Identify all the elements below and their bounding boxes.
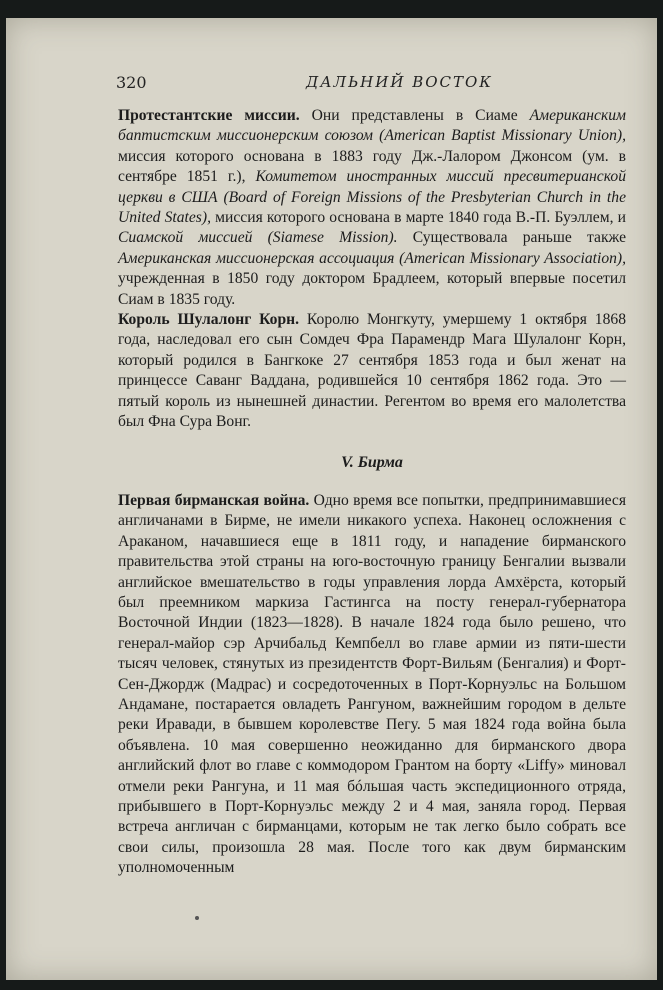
paragraph-lead: Король Шулалонг Корн. [118,311,300,329]
paragraph-burmese-war [118,491,626,879]
text-run: Они представлены в Сиаме [299,107,530,124]
paragraph-lead: Первая бирманская война. [118,491,310,509]
paragraph-king [118,310,626,432]
text-run: Королю Монгкуту, умершему 1 октября 1868 года, наследовал его сын Сомдеч Фра Парамендр Мага Шулалонг Корн, который родился в Бангкоке 27 сентября 1853 года и был женат на принцессе Саванг Ваддана, родившейся 10 сентября 1862 года. Это — пятый король из нынешней династии. Регентом во время его малолетства был Фна Сура Вонг. [118,311,626,431]
page-number: 320 [116,73,147,92]
italic-run: Комитетом иностранных миссий пресвитерианской церкви в США (Board of Foreign Missions of the Presbyterian Church in the United States), [118,168,626,227]
main-text [118,106,626,879]
print-speck [195,916,199,920]
italic-run: Американская миссионерская ассоциация (American Missionary Association), [118,249,626,267]
running-title: ДАЛЬНИЙ ВОСТОК [306,73,493,91]
page-header [116,73,636,99]
text-run: Одно время все попытки, предпринимавшиеся англичанами в Бирме, не имели никакого успеха. Наконец осложнения с Араканом, начавшиеся еще в 1811 году, и нападение бирманского правительства этой страны на юго-восточную границу Бенгалии вызвали английское вмешательство в годы управления лорда Амхёрста, который был преемником маркиза Гастингса на посту генерал-губернатора Восточной Индии (1823—1828). В начале 1824 года было решено, что генерал-майор сэр Арчибальд Кемпбелл во главе армии из пяти-шести тысяч человек, стянутых из президентств Форт-Вильям (Бенгалия) и Форт-Сен-Джордж (Мадрас) и сосредоточенных в Порт-Корнуэльс на Большом Андамане, постарается овладеть Рангуном, важнейшим городом в дельте реки Иравади, в бывшем королевстве Пегу. 5 мая 1824 года война была объявлена. 10 мая совершенно неожиданно для бирманского двора английский флот во главе с коммодором Грантом на борту «Liffy» миновал отмели реки Рангуна, и 11 мая бóльшая часть экспедиционного отряда, прибывшего в Порт-Корнуэльс между 2 и 4 мая, заняла город. Первая встреча англичан с бирманцами, которым не так легко было собрать все свои силы, произошла 28 мая. После того как двум бирманским уполномоченным [118,491,627,877]
italic-run: Сиамской миссией (Siamese Mission). [118,229,398,247]
paragraph-protestant-missions [118,106,626,310]
text-run: Существовала раньше также [397,229,627,247]
italic-run: Американским баптистским миссионерским союзом (American Baptist Missionary Union), [118,107,626,145]
paragraph-lead: Протестантские миссии. [118,107,300,124]
text-run: миссия которого основана в 1883 году Дж.-Лалором Джонсом (ум. в сентябре 1851 г.), [118,147,626,186]
text-run: миссия которого основана в марте 1840 года В.-П. Буэллем, и [210,209,627,227]
text-run: учрежденная в 1850 году доктором Брадлеем, который впервые посетил Сиам в 1835 году. [118,270,626,308]
section-heading: V. Бирма [341,453,403,471]
book-page [6,18,657,980]
